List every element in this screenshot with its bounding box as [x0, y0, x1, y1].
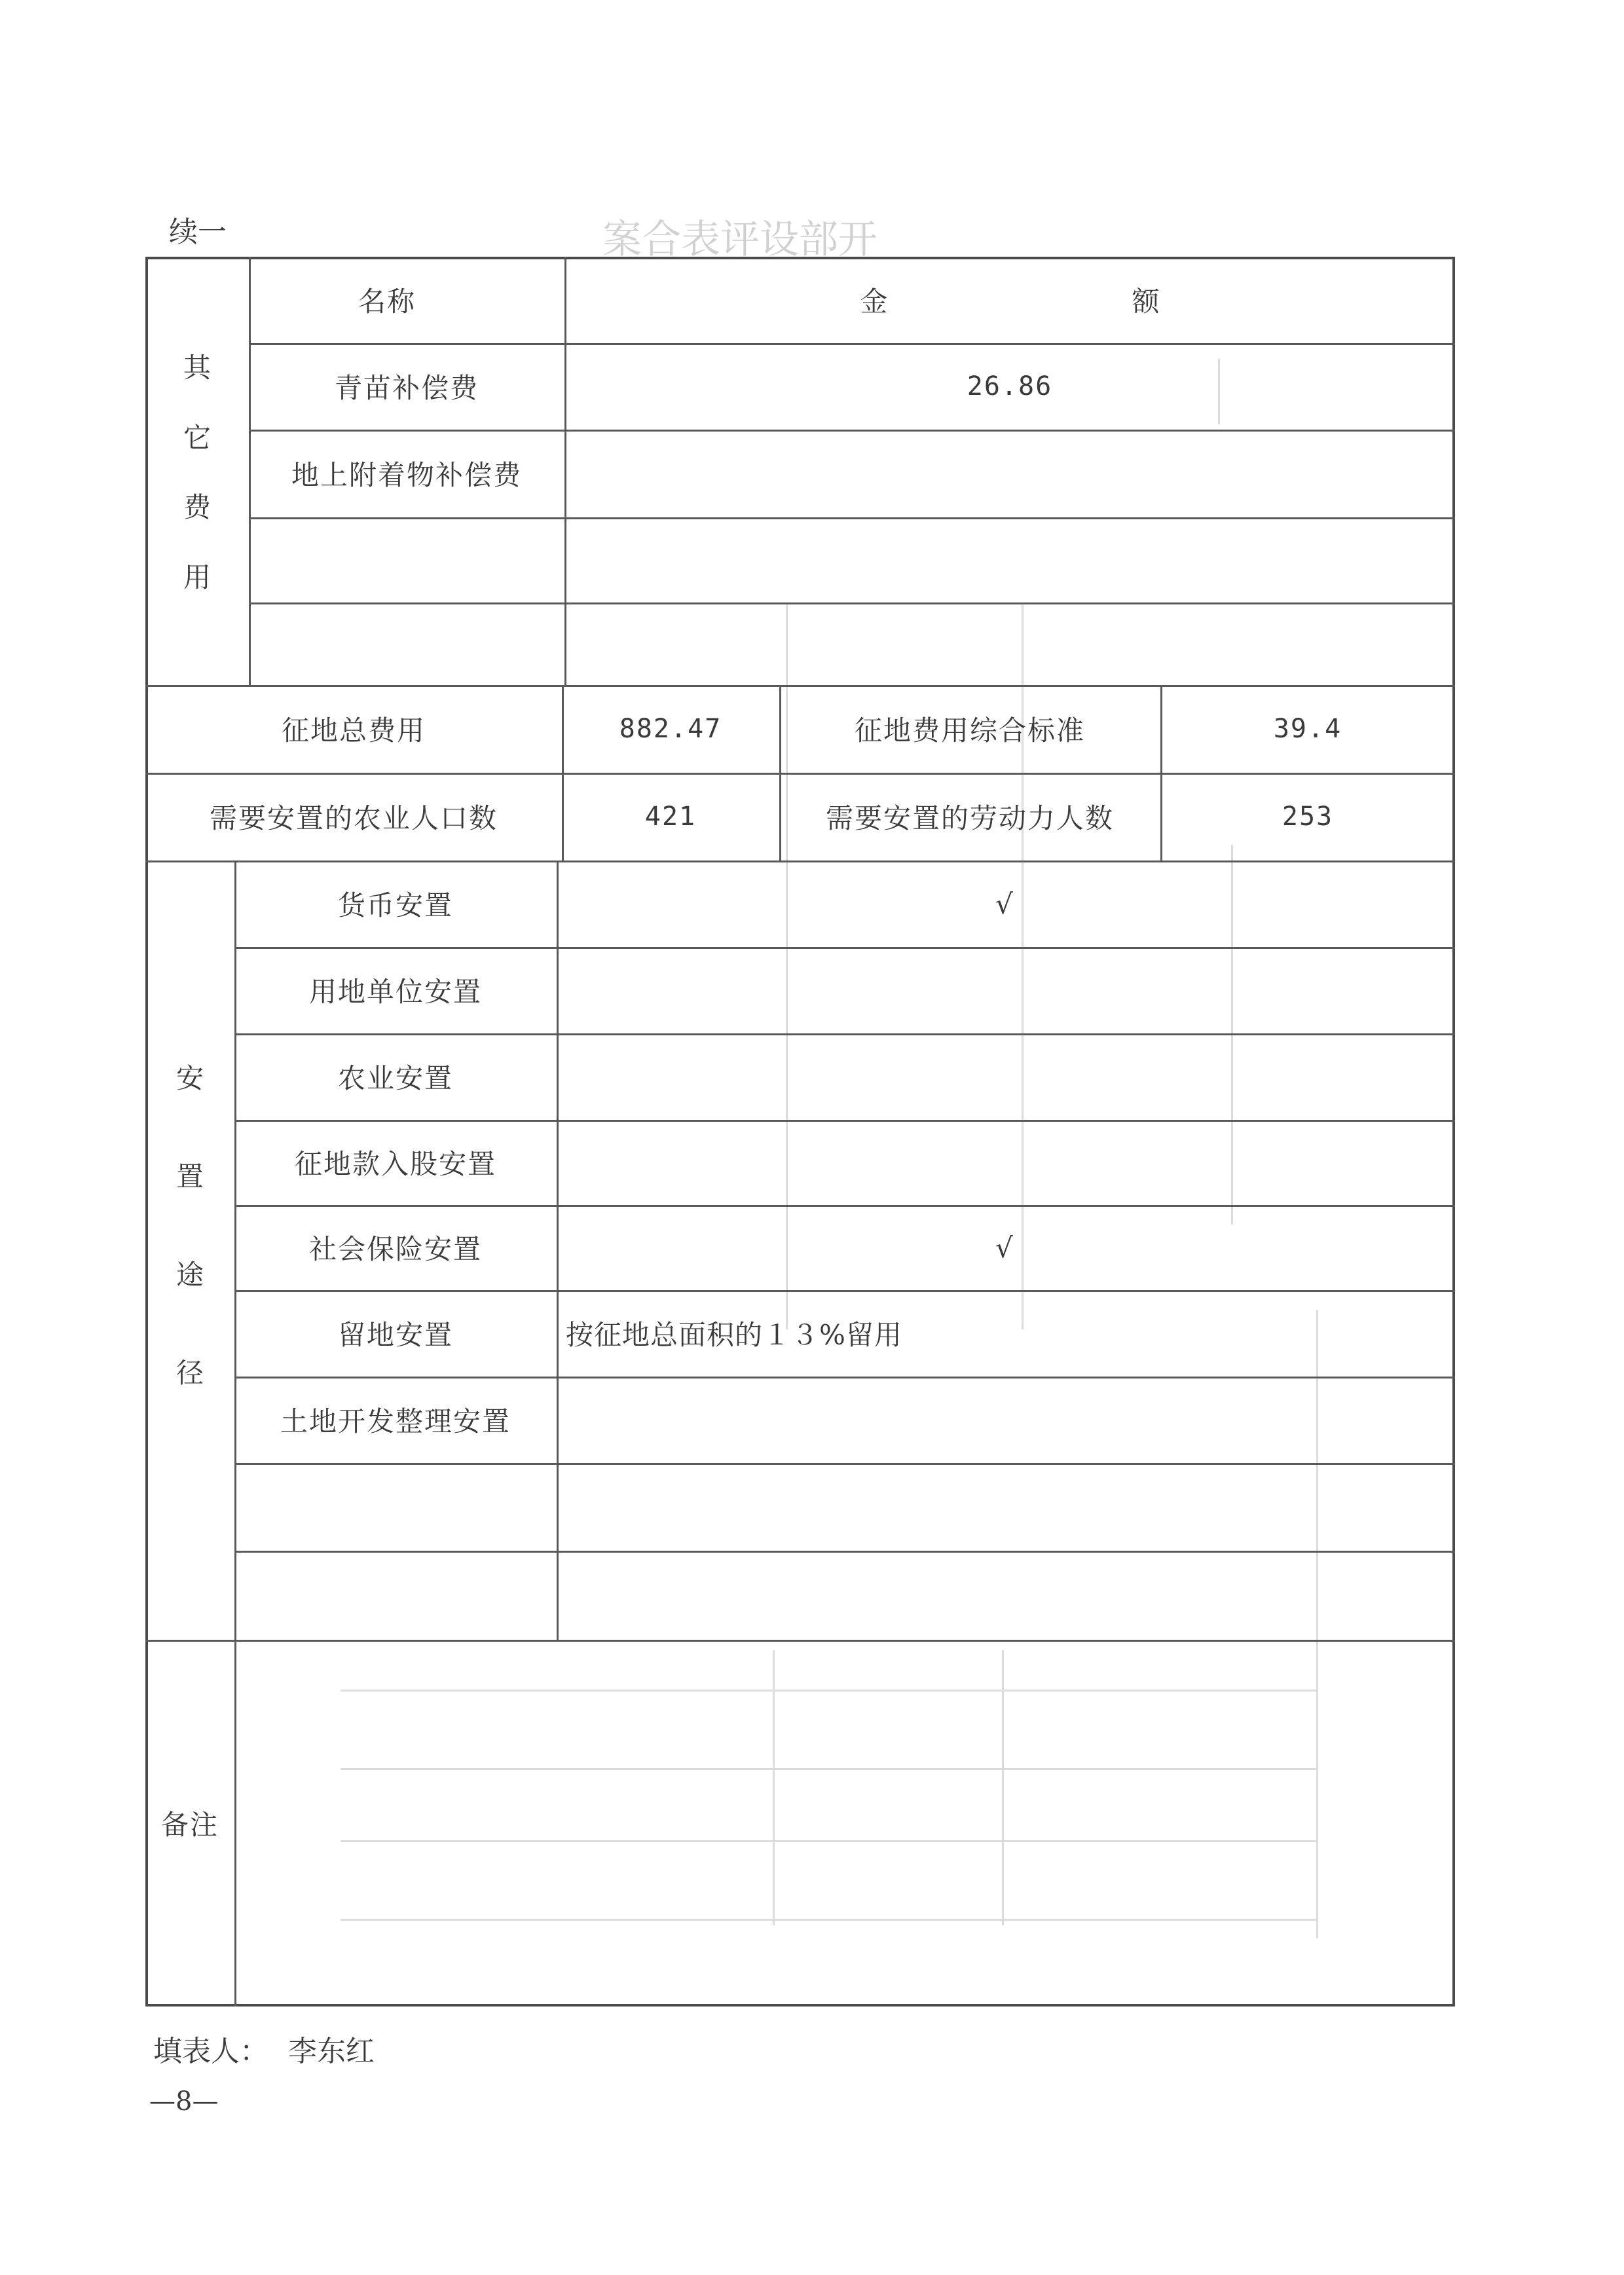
agricultural-population-value: 421 — [644, 802, 697, 832]
resettlement-value-agricultural — [557, 1033, 1455, 1120]
form-filler-name: 李东红 — [288, 2035, 375, 2068]
resettlement-name-reserved-land: 留地安置 — [337, 1319, 453, 1351]
resettlement-value-land-development — [557, 1377, 1455, 1463]
fee-standard-value: 39.4 — [1273, 714, 1342, 744]
resettlement-name-equity: 征地款入股安置 — [294, 1148, 496, 1180]
other-fees-group-label: 其 它 费 用 — [183, 351, 211, 594]
fee-name-seedling-compensation: 青苗补偿费 — [334, 372, 479, 404]
page-number: —8— — [149, 2086, 219, 2117]
resettlement-value-empty-1 — [557, 1463, 1455, 1551]
column-header-amount: 金 额 — [860, 286, 1278, 318]
fee-amount-seedling-compensation: 26.86 — [967, 371, 1053, 401]
resettlement-name-empty-1 — [234, 1463, 557, 1551]
resettlement-name-monetary: 货币安置 — [337, 889, 453, 921]
fee-name-empty-2 — [249, 602, 564, 685]
total-fee-label: 征地总费用 — [281, 714, 426, 747]
resettlement-value-equity — [557, 1120, 1455, 1205]
bleed-through-text: 案合表评设部开 — [602, 217, 877, 263]
fee-standard-label: 征地费用综合标准 — [854, 714, 1085, 747]
fee-amount-empty-2 — [564, 602, 1455, 685]
resettlement-name-employer: 用地单位安置 — [308, 976, 482, 1008]
fee-name-empty-1 — [249, 517, 564, 602]
fee-amount-attachments-compensation — [564, 430, 1455, 517]
resettlement-value-monetary: √ — [995, 887, 1014, 920]
resettlement-value-social-insurance: √ — [995, 1231, 1014, 1264]
agricultural-population-label: 需要安置的农业人口数 — [209, 802, 498, 834]
continuation-label: 续一 — [169, 215, 227, 249]
resettlement-name-social-insurance: 社会保险安置 — [308, 1233, 482, 1265]
column-header-name: 名称 — [358, 286, 416, 318]
fee-name-attachments-compensation: 地上附着物补偿费 — [291, 459, 522, 491]
remarks-value — [234, 1640, 1455, 2007]
resettlement-name-empty-2 — [234, 1551, 557, 1640]
resettlement-value-employer — [557, 947, 1455, 1033]
resettlement-value-reserved-land: 按征地总面积的１３%留用 — [566, 1319, 902, 1351]
resettlement-name-agricultural: 农业安置 — [337, 1062, 453, 1094]
fee-amount-empty-1 — [564, 517, 1455, 602]
resettlement-value-empty-2 — [557, 1551, 1455, 1640]
resettlement-group-label: 安 置 途 径 — [175, 1062, 204, 1389]
total-fee-value: 882.47 — [619, 714, 722, 744]
labor-count-value: 253 — [1282, 802, 1334, 832]
form-filler-label: 填表人： — [153, 2035, 268, 2068]
remarks-label: 备注 — [160, 1809, 219, 1841]
resettlement-name-land-development: 土地开发整理安置 — [280, 1405, 511, 1437]
labor-count-label: 需要安置的劳动力人数 — [825, 802, 1114, 834]
